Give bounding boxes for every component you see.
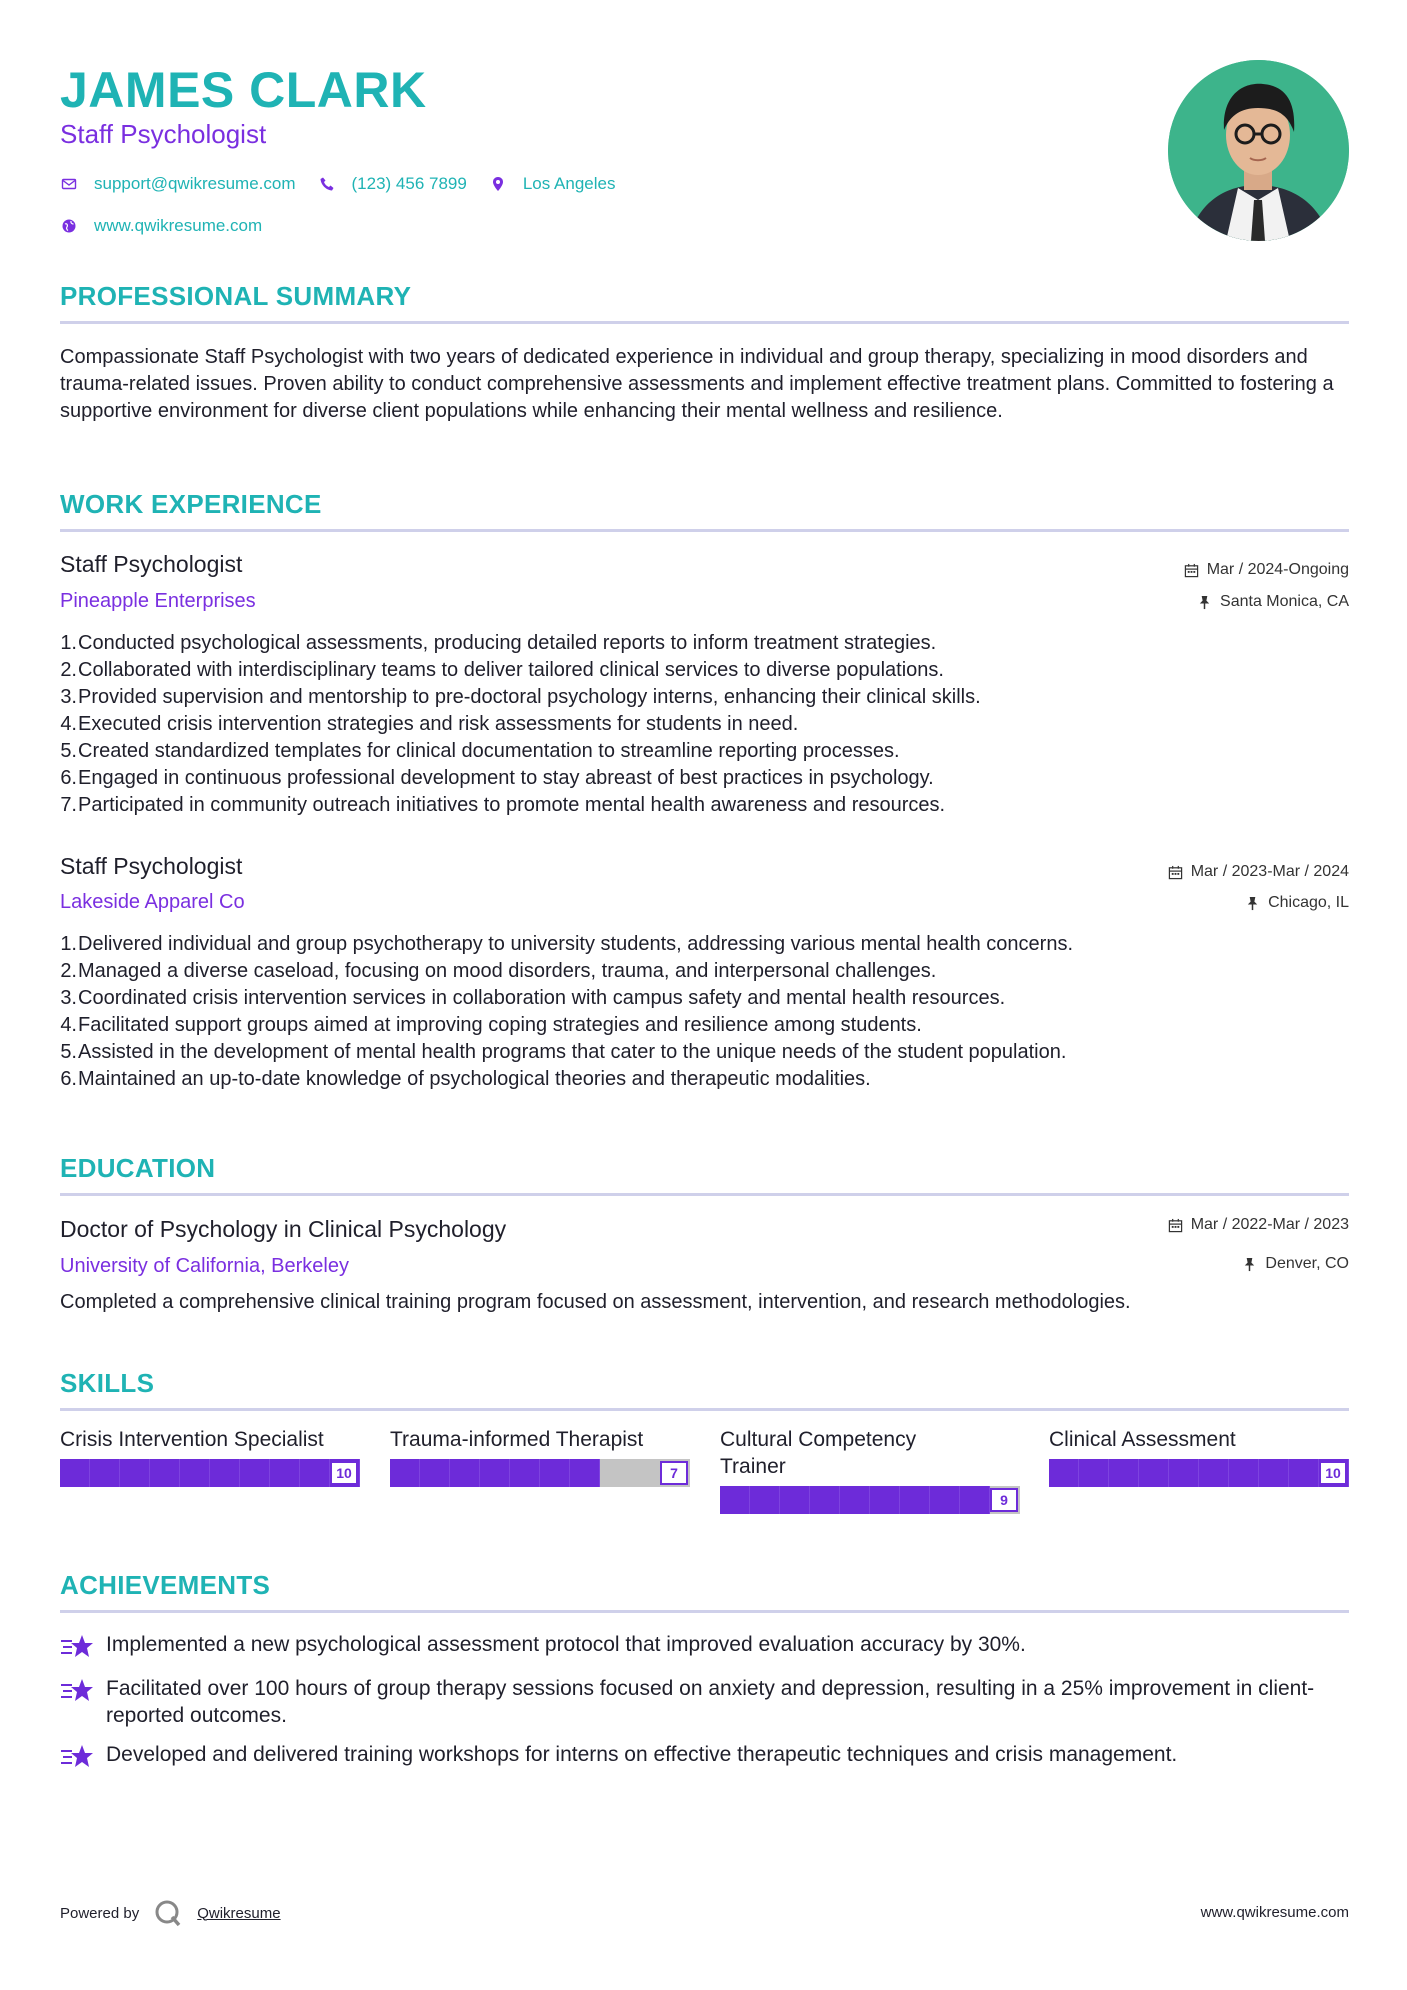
section-divider — [60, 529, 1349, 532]
pushpin-icon — [1197, 595, 1212, 610]
skill-level-segment — [150, 1459, 180, 1487]
globe-icon — [60, 217, 78, 235]
email-text: support@qwikresume.com — [94, 174, 296, 193]
profile-photo — [1168, 60, 1349, 241]
skill-level-segment — [420, 1459, 450, 1487]
summary-title: PROFESSIONAL SUMMARY — [60, 281, 412, 311]
skill-level-segment — [840, 1486, 870, 1514]
skill-level-segment — [510, 1459, 540, 1487]
job-bullet — [60, 657, 1349, 684]
skill-label: Trauma-informed Therapist — [390, 1428, 644, 1451]
achievement-item — [60, 1741, 1349, 1777]
pushpin-icon — [1245, 896, 1260, 911]
bullet-number: 5. — [60, 740, 77, 762]
skill-level-segment — [870, 1486, 900, 1514]
powered-by-text: Powered by — [60, 1904, 140, 1922]
bullet-text: Executed crisis intervention strategies and risk assessments for students in need. — [78, 713, 799, 735]
skill-label: Cultural Competency Trainer — [720, 1428, 917, 1478]
calendar-icon — [1168, 865, 1183, 880]
skill-label: Crisis Intervention Specialist — [60, 1428, 324, 1451]
skill-item — [390, 1426, 690, 1487]
skill-level-badge: 9 — [990, 1488, 1018, 1512]
job-company: Pineapple Enterprises — [60, 590, 256, 612]
skill-level-badge: 7 — [660, 1461, 688, 1485]
skill-level-bar — [60, 1459, 360, 1487]
shooting-star-icon — [60, 1675, 106, 1729]
pushpin-icon — [1242, 1257, 1257, 1272]
skill-level-bar — [1049, 1459, 1349, 1487]
contact-row-secondary — [60, 214, 284, 238]
experience-title: WORK EXPERIENCE — [60, 489, 322, 519]
job-bullet — [60, 985, 1349, 1012]
bullet-number: 4. — [60, 1014, 77, 1036]
contact-website[interactable] — [60, 216, 262, 236]
skill-level-segment — [750, 1486, 780, 1514]
skill-level-bar — [390, 1459, 690, 1487]
skill-level-segment — [1199, 1459, 1229, 1487]
skill-level-segment — [720, 1486, 750, 1514]
job-location — [1245, 892, 1349, 914]
education-location — [1242, 1253, 1349, 1275]
degree-title: Doctor of Psychology in Clinical Psychology — [60, 1216, 507, 1242]
contact-location — [489, 174, 616, 194]
skill-item — [720, 1426, 1020, 1514]
skill-level-segment — [900, 1486, 930, 1514]
skill-level-segment — [270, 1459, 300, 1487]
skill-level-segment — [1259, 1459, 1289, 1487]
job-bullet — [60, 1039, 1349, 1066]
candidate-name: JAMES CLARK — [60, 62, 427, 118]
bullet-text: Maintained an up-to-date knowledge of psychological theories and therapeutic modalities. — [78, 1068, 871, 1090]
bullet-text: Facilitated support groups aimed at improving coping strategies and resilience among students. — [78, 1014, 922, 1036]
skill-level-segment — [540, 1459, 570, 1487]
skill-level-segment — [450, 1459, 480, 1487]
job-bullet — [60, 1012, 1349, 1039]
job-dates-text: Mar / 2024-Ongoing — [1206, 561, 1349, 578]
bullet-text: Conducted psychological assessments, producing detailed reports to inform treatment strategies. — [78, 632, 937, 654]
job-dates-text: Mar / 2023-Mar / 2024 — [1190, 863, 1349, 880]
candidate-role: Staff Psychologist — [60, 119, 267, 149]
skill-level-segment — [1229, 1459, 1259, 1487]
skill-level-segment — [210, 1459, 240, 1487]
job-bullet — [60, 792, 1349, 819]
bullet-text: Managed a diverse caseload, focusing on mood disorders, trauma, and interpersonal challenges. — [78, 960, 937, 982]
skill-level-segment — [60, 1459, 90, 1487]
summary-text: Compassionate Staff Psychologist with two years of dedicated experience in individual and group therapy, specializing in mood disorders and trauma-related issues. Proven ability to conduct comprehensive assessments and implement effective treatment plans. Committed to fostering a supportive environment for diverse client populations while enhancing their mental wellness and resilience. — [60, 346, 1334, 422]
bullet-number: 2. — [60, 659, 77, 681]
job-bullets — [60, 630, 1349, 819]
section-divider — [60, 1408, 1349, 1411]
skill-item — [60, 1426, 360, 1487]
footer-branding — [60, 1898, 281, 1928]
skill-level-segment — [570, 1459, 600, 1487]
skill-level-segment — [930, 1486, 960, 1514]
location-text: Los Angeles — [522, 174, 616, 193]
achievement-item — [60, 1675, 1349, 1729]
job-location-text: Santa Monica, CA — [1220, 593, 1349, 610]
achievement-text: Facilitated over 100 hours of group therapy sessions focused on anxiety and depression, resulting in a 25% improvement in client-reported outcomes. — [106, 1677, 1315, 1727]
job-bullet — [60, 738, 1349, 765]
skill-level-segment — [810, 1486, 840, 1514]
bullet-number: 3. — [60, 987, 77, 1009]
bullet-text: Collaborated with interdisciplinary teams to deliver tailored clinical services to diverse populations. — [78, 659, 944, 681]
skill-level-segment — [780, 1486, 810, 1514]
skill-level-segment — [240, 1459, 270, 1487]
skill-label: Clinical Assessment — [1049, 1428, 1236, 1451]
phone-text: (123) 456 7899 — [351, 174, 467, 193]
bullet-text: Assisted in the development of mental health programs that cater to the unique needs of the student population. — [78, 1041, 1067, 1063]
bullet-text: Engaged in continuous professional development to stay abreast of best practices in psychology. — [78, 767, 934, 789]
job-bullet — [60, 931, 1349, 958]
bullet-text: Provided supervision and mentorship to pre-doctoral psychology interns, enhancing their clinical skills. — [78, 686, 981, 708]
skill-level-segment — [960, 1486, 990, 1514]
skill-level-segment — [390, 1459, 420, 1487]
bullet-number: 5. — [60, 1041, 77, 1063]
bullet-number: 6. — [60, 767, 77, 789]
skill-level-segment — [90, 1459, 120, 1487]
bullet-text: Created standardized templates for clinical documentation to streamline reporting processes. — [78, 740, 900, 762]
achievement-text: Developed and delivered training workshops for interns on effective therapeutic techniques and crisis management. — [106, 1743, 1178, 1766]
contact-phone[interactable] — [318, 174, 467, 194]
job-company: Lakeside Apparel Co — [60, 891, 245, 913]
skill-level-segment — [1169, 1459, 1199, 1487]
skill-level-segment — [1109, 1459, 1139, 1487]
skill-level-bar — [720, 1486, 1020, 1514]
job-title: Staff Psychologist — [60, 853, 243, 879]
bullet-number: 1. — [60, 933, 77, 955]
job-location — [1197, 591, 1349, 613]
job-bullet — [60, 1066, 1349, 1093]
phone-icon — [318, 175, 336, 193]
achievements-title: ACHIEVEMENTS — [60, 1570, 271, 1600]
job-title: Staff Psychologist — [60, 551, 243, 577]
skill-level-badge: 10 — [1319, 1461, 1347, 1485]
bullet-number: 3. — [60, 686, 77, 708]
section-divider — [60, 321, 1349, 324]
education-title: EDUCATION — [60, 1153, 216, 1183]
bullet-number: 7. — [60, 794, 77, 816]
achievement-item — [60, 1631, 1349, 1667]
section-divider — [60, 1610, 1349, 1613]
qwikresume-logo-icon — [153, 1898, 183, 1928]
job-bullet — [60, 765, 1349, 792]
calendar-icon — [1184, 563, 1199, 578]
bullet-number: 6. — [60, 1068, 77, 1090]
education-location-text: Denver, CO — [1265, 1255, 1349, 1272]
skill-level-segment — [1079, 1459, 1109, 1487]
footer-site-link[interactable]: www.qwikresume.com — [1200, 1904, 1349, 1921]
job-bullet — [60, 711, 1349, 738]
job-location-text: Chicago, IL — [1268, 894, 1349, 911]
job-bullets — [60, 931, 1349, 1093]
bullet-number: 4. — [60, 713, 77, 735]
job-dates — [1168, 861, 1349, 883]
skill-level-badge: 10 — [330, 1461, 358, 1485]
skill-level-segment — [480, 1459, 510, 1487]
contact-email[interactable] — [60, 174, 296, 194]
brand-link[interactable]: Qwikresume — [197, 1904, 281, 1922]
job-bullet — [60, 958, 1349, 985]
job-bullet — [60, 684, 1349, 711]
job-bullet — [60, 630, 1349, 657]
skill-level-segment — [1049, 1459, 1079, 1487]
skill-level-segment — [1289, 1459, 1319, 1487]
bullet-text: Delivered individual and group psychotherapy to university students, addressing various mental health concerns. — [78, 933, 1074, 955]
contact-info — [60, 172, 637, 235]
resume-page — [60, 0, 1349, 1990]
job-dates — [1184, 559, 1349, 581]
school-name: University of California, Berkeley — [60, 1255, 349, 1277]
map-pin-icon — [489, 175, 507, 193]
shooting-star-icon — [60, 1741, 106, 1777]
section-divider — [60, 1193, 1349, 1196]
website-text: www.qwikresume.com — [94, 216, 263, 235]
bullet-text: Coordinated crisis intervention services in collaboration with campus safety and mental health resources. — [78, 987, 1006, 1009]
education-dates-text: Mar / 2022-Mar / 2023 — [1190, 1216, 1349, 1233]
skill-item — [1049, 1426, 1349, 1487]
shooting-star-icon — [60, 1631, 106, 1667]
skill-level-segment — [120, 1459, 150, 1487]
bullet-number: 1. — [60, 632, 77, 654]
bullet-number: 2. — [60, 960, 77, 982]
calendar-icon — [1168, 1218, 1183, 1233]
education-dates — [1168, 1214, 1349, 1236]
skill-level-segment — [180, 1459, 210, 1487]
bullet-text: Participated in community outreach initiatives to promote mental health awareness and resources. — [78, 794, 946, 816]
education-description: Completed a comprehensive clinical training program focused on assessment, intervention, and research methodologies. — [60, 1291, 1131, 1313]
skills-title: SKILLS — [60, 1368, 155, 1398]
skill-level-segment — [300, 1459, 330, 1487]
skill-level-segment — [1139, 1459, 1169, 1487]
contact-row-primary — [60, 172, 637, 196]
envelope-icon — [60, 175, 78, 193]
achievement-text: Implemented a new psychological assessment protocol that improved evaluation accuracy by 30%. — [106, 1633, 1026, 1656]
